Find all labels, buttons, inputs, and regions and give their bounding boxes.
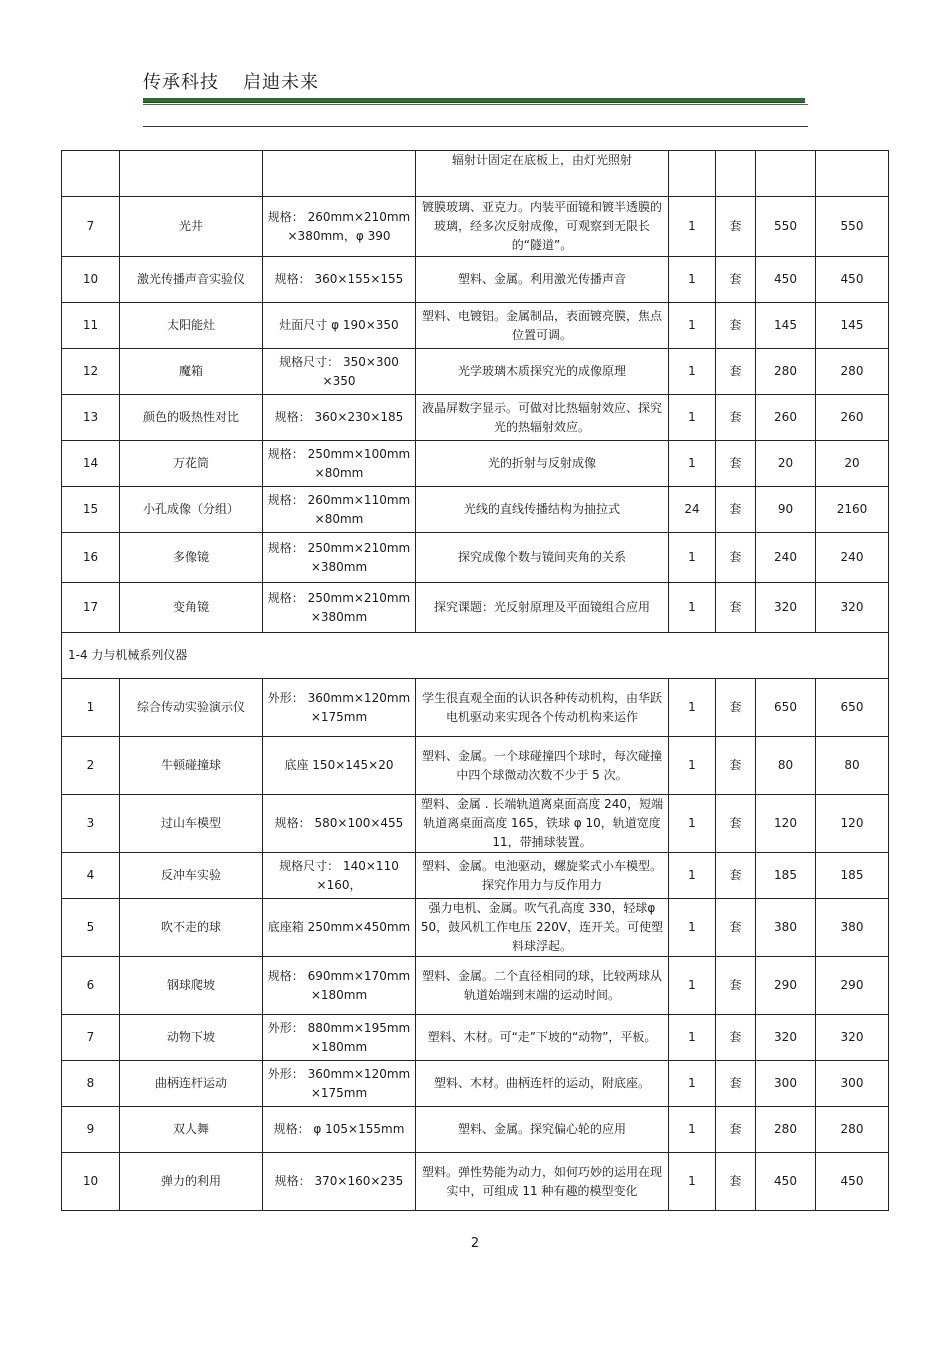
cell-qty: 1 <box>669 957 716 1015</box>
cell-name: 太阳能灶 <box>120 303 263 349</box>
cell-name: 过山车模型 <box>120 795 263 853</box>
cell-qty: 1 <box>669 795 716 853</box>
table-row <box>62 679 889 737</box>
table-row <box>62 441 889 487</box>
cell-name: 多像镜 <box>120 533 263 583</box>
cell-no: 10 <box>62 257 120 303</box>
cell-price: 380 <box>756 899 816 957</box>
cell-price: 240 <box>756 533 816 583</box>
cell-name: 弹力的利用 <box>120 1153 263 1211</box>
cell-qty: 1 <box>669 197 716 257</box>
cell-qty: 1 <box>669 1061 716 1107</box>
cell-total: 260 <box>816 395 889 441</box>
cell-total: 320 <box>816 583 889 633</box>
cell-no: 5 <box>62 899 120 957</box>
cell-unit: 套 <box>716 853 756 899</box>
cell-total: 185 <box>816 853 889 899</box>
table-row <box>62 853 889 899</box>
cell-spec: 规格尺寸： 350×300 ×350 <box>263 349 416 395</box>
table-row <box>62 349 889 395</box>
cell-total: 240 <box>816 533 889 583</box>
cell-price: 145 <box>756 303 816 349</box>
table-row <box>62 1061 889 1107</box>
cell-name: 钢球爬坡 <box>120 957 263 1015</box>
cell-total: 320 <box>816 1015 889 1061</box>
equipment-table <box>61 150 889 1211</box>
cell-qty: 1 <box>669 303 716 349</box>
table-row <box>62 899 889 957</box>
cell-price: 300 <box>756 1061 816 1107</box>
cell-unit: 套 <box>716 395 756 441</box>
cell-desc: 塑料、金属。探究偏心轮的应用 <box>416 1107 669 1153</box>
cell-qty: 1 <box>669 853 716 899</box>
cell-price: 280 <box>756 1107 816 1153</box>
table-row <box>62 795 889 853</box>
cell-no: 3 <box>62 795 120 853</box>
cell-unit: 套 <box>716 197 756 257</box>
cell-spec: 规格： 260mm×110mm ×80mm <box>263 487 416 533</box>
cell-total: 280 <box>816 349 889 395</box>
table-row <box>62 1015 889 1061</box>
cell-total: 20 <box>816 441 889 487</box>
cell-no: 9 <box>62 1107 120 1153</box>
cell-name: 魔箱 <box>120 349 263 395</box>
cell-name: 变角镜 <box>120 583 263 633</box>
cell-qty: 1 <box>669 257 716 303</box>
cell-desc: 塑料、电镀铝。金属制品，表面镀亮膜，焦点位置可调。 <box>416 303 669 349</box>
cell-spec: 规格尺寸： 140×110 ×160， <box>263 853 416 899</box>
cell-name: 曲柄连杆运动 <box>120 1061 263 1107</box>
cell-name: 光井 <box>120 197 263 257</box>
cell-desc: 镀膜玻璃、亚克力。内装平面镜和镀半透膜的玻璃，经多次反射成像，可观察到无限长的“隧道”。 <box>416 197 669 257</box>
cell-qty: 1 <box>669 1107 716 1153</box>
cell-no: 8 <box>62 1061 120 1107</box>
cell-desc: 塑料、金属。利用激光传播声音 <box>416 257 669 303</box>
cell-desc: 塑料。弹性势能为动力，如何巧妙的运用在现实中，可组成 11 种有趣的模型变化 <box>416 1153 669 1211</box>
cell-name: 牛顿碰撞球 <box>120 737 263 795</box>
cell-spec: 底座 150×145×20 <box>263 737 416 795</box>
cell-qty: 1 <box>669 349 716 395</box>
cell-spec: 规格： 360×155×155 <box>263 257 416 303</box>
cell-price: 320 <box>756 1015 816 1061</box>
header-green-bar <box>143 98 805 103</box>
cell-unit: 套 <box>716 1153 756 1211</box>
cell-price: 450 <box>756 1153 816 1211</box>
cell-desc: 学生很直观全面的认识各种传动机构，由华跃电机驱动来实现各个传动机构来运作 <box>416 679 669 737</box>
cell-desc: 光的折射与反射成像 <box>416 441 669 487</box>
table-row <box>62 303 889 349</box>
cell-name: 万花筒 <box>120 441 263 487</box>
cell-no: 1 <box>62 679 120 737</box>
cell-price: 90 <box>756 487 816 533</box>
cell-no: 7 <box>62 1015 120 1061</box>
cell-name: 吹不走的球 <box>120 899 263 957</box>
cell-desc: 塑料、木材。可“走”下坡的“动物”，平板。 <box>416 1015 669 1061</box>
table-row <box>62 487 889 533</box>
cell-desc: 塑料、金属。一个球碰撞四个球时，每次碰撞中四个球微动次数不少于 5 次。 <box>416 737 669 795</box>
table-row <box>62 197 889 257</box>
table-row <box>62 533 889 583</box>
cell-no: 4 <box>62 853 120 899</box>
cell-no: 2 <box>62 737 120 795</box>
cell-price: 280 <box>756 349 816 395</box>
cell-unit: 套 <box>716 737 756 795</box>
cell-price: 260 <box>756 395 816 441</box>
cell-total: 550 <box>816 197 889 257</box>
cell-unit: 套 <box>716 899 756 957</box>
cell-no: 16 <box>62 533 120 583</box>
cell-unit: 套 <box>716 957 756 1015</box>
cell-total: 145 <box>816 303 889 349</box>
cell-unit: 套 <box>716 583 756 633</box>
cell-no: 10 <box>62 1153 120 1211</box>
cell-desc: 塑料、金属。电池驱动，螺旋桨式小车模型。探究作用力与反作用力 <box>416 853 669 899</box>
header-left-text: 传承科技 <box>143 72 219 93</box>
cell-desc: 光学玻璃木质探究光的成像原理 <box>416 349 669 395</box>
cell-spec: 底座箱 250mm×450mm <box>263 899 416 957</box>
cell-price: 450 <box>756 257 816 303</box>
cell-qty: 24 <box>669 487 716 533</box>
cell-qty: 1 <box>669 737 716 795</box>
cell-unit: 套 <box>716 257 756 303</box>
cell-name: 动物下坡 <box>120 1015 263 1061</box>
table-row <box>62 257 889 303</box>
cell-spec: 灶面尺寸 φ 190×350 <box>263 303 416 349</box>
cell-total: 450 <box>816 1153 889 1211</box>
cell-spec: 规格： 250mm×100mm ×80mm <box>263 441 416 487</box>
cell-name: 双人舞 <box>120 1107 263 1153</box>
cell-no: 13 <box>62 395 120 441</box>
cell-total: 290 <box>816 957 889 1015</box>
cell-spec: 外形： 360mm×120mm ×175mm <box>263 679 416 737</box>
cell-desc: 塑料、金属。二个直径相同的球，比较两球从轨道始端到末端的运动时间。 <box>416 957 669 1015</box>
page-number: 2 <box>470 1236 480 1251</box>
cell-qty: 1 <box>669 441 716 487</box>
cell-no: 17 <box>62 583 120 633</box>
cell-unit: 套 <box>716 349 756 395</box>
cell-unit: 套 <box>716 303 756 349</box>
cell-total: 380 <box>816 899 889 957</box>
table-row-top-fragment <box>62 151 889 197</box>
cell-no: 15 <box>62 487 120 533</box>
cell-qty: 1 <box>669 899 716 957</box>
cell-unit: 套 <box>716 1107 756 1153</box>
cell-name: 激光传播声音实验仪 <box>120 257 263 303</box>
cell-qty: 1 <box>669 583 716 633</box>
cell-desc: 探究课题：光反射原理及平面镜组合应用 <box>416 583 669 633</box>
cell-spec: 规格： 250mm×210mm ×380mm <box>263 583 416 633</box>
cell-spec: 规格： 260mm×210mm ×380mm，φ 390 <box>263 197 416 257</box>
cell-unit: 套 <box>716 679 756 737</box>
cell-no: 11 <box>62 303 120 349</box>
table-row <box>62 737 889 795</box>
cell-price: 550 <box>756 197 816 257</box>
cell-name: 综合传动实验演示仪 <box>120 679 263 737</box>
cell-unit: 套 <box>716 533 756 583</box>
cell-price: 20 <box>756 441 816 487</box>
header-right-text: 启迪未来 <box>243 72 319 93</box>
cell-name: 小孔成像（分组） <box>120 487 263 533</box>
cell-total: 280 <box>816 1107 889 1153</box>
cell-desc: 液晶屏数字显示。可做对比热辐射效应、探究光的热辐射效应。 <box>416 395 669 441</box>
cell-price: 120 <box>756 795 816 853</box>
cell-total: 120 <box>816 795 889 853</box>
cell-unit: 套 <box>716 487 756 533</box>
cell-qty: 1 <box>669 679 716 737</box>
cell-no: 14 <box>62 441 120 487</box>
cell-desc: 辐射计固定在底板上，由灯光照射 <box>416 151 669 197</box>
table-row <box>62 957 889 1015</box>
cell-desc: 光线的直线传播结构为抽拉式 <box>416 487 669 533</box>
header-slogan <box>143 68 319 94</box>
table-row <box>62 1153 889 1211</box>
cell-desc: 塑料、木材。曲柄连杆的运动，附底座。 <box>416 1061 669 1107</box>
cell-price: 290 <box>756 957 816 1015</box>
section-title: 1-4 力与机械系列仪器 <box>62 633 889 679</box>
header-divider <box>143 126 808 127</box>
cell-price: 320 <box>756 583 816 633</box>
cell-total: 300 <box>816 1061 889 1107</box>
table-row <box>62 1107 889 1153</box>
cell-price: 185 <box>756 853 816 899</box>
cell-spec: 规格： 370×160×235 <box>263 1153 416 1211</box>
cell-qty: 1 <box>669 1015 716 1061</box>
section-row <box>62 633 889 679</box>
cell-spec: 外形： 360mm×120mm ×175mm <box>263 1061 416 1107</box>
cell-desc: 强力电机、金属。吹气孔高度 330，轻球φ 50，鼓风机工作电压 220V，连开关。可使塑料球浮起。 <box>416 899 669 957</box>
cell-total: 650 <box>816 679 889 737</box>
cell-spec: 规格： 690mm×170mm ×180mm <box>263 957 416 1015</box>
cell-price: 650 <box>756 679 816 737</box>
cell-total: 80 <box>816 737 889 795</box>
cell-qty: 1 <box>669 1153 716 1211</box>
cell-desc: 塑料、金属 . 长端轨道离桌面高度 240，短端轨道离桌面高度 165，铁球 φ 10，轨道宽度 11，带捕球装置。 <box>416 795 669 853</box>
cell-no: 7 <box>62 197 120 257</box>
cell-unit: 套 <box>716 441 756 487</box>
header-green-line <box>143 104 808 105</box>
cell-qty: 1 <box>669 533 716 583</box>
table-row <box>62 583 889 633</box>
cell-desc: 探究成像个数与镜间夹角的关系 <box>416 533 669 583</box>
cell-price: 80 <box>756 737 816 795</box>
cell-unit: 套 <box>716 1061 756 1107</box>
cell-name: 反冲车实验 <box>120 853 263 899</box>
cell-name: 颜色的吸热性对比 <box>120 395 263 441</box>
table-row <box>62 395 889 441</box>
cell-no: 12 <box>62 349 120 395</box>
cell-no: 6 <box>62 957 120 1015</box>
cell-spec: 规格： 360×230×185 <box>263 395 416 441</box>
cell-total: 450 <box>816 257 889 303</box>
cell-qty: 1 <box>669 395 716 441</box>
cell-unit: 套 <box>716 1015 756 1061</box>
cell-spec: 规格： 580×100×455 <box>263 795 416 853</box>
cell-total: 2160 <box>816 487 889 533</box>
cell-unit: 套 <box>716 795 756 853</box>
cell-spec: 外形： 880mm×195mm ×180mm <box>263 1015 416 1061</box>
cell-spec: 规格： 250mm×210mm ×380mm <box>263 533 416 583</box>
cell-spec: 规格： φ 105×155mm <box>263 1107 416 1153</box>
